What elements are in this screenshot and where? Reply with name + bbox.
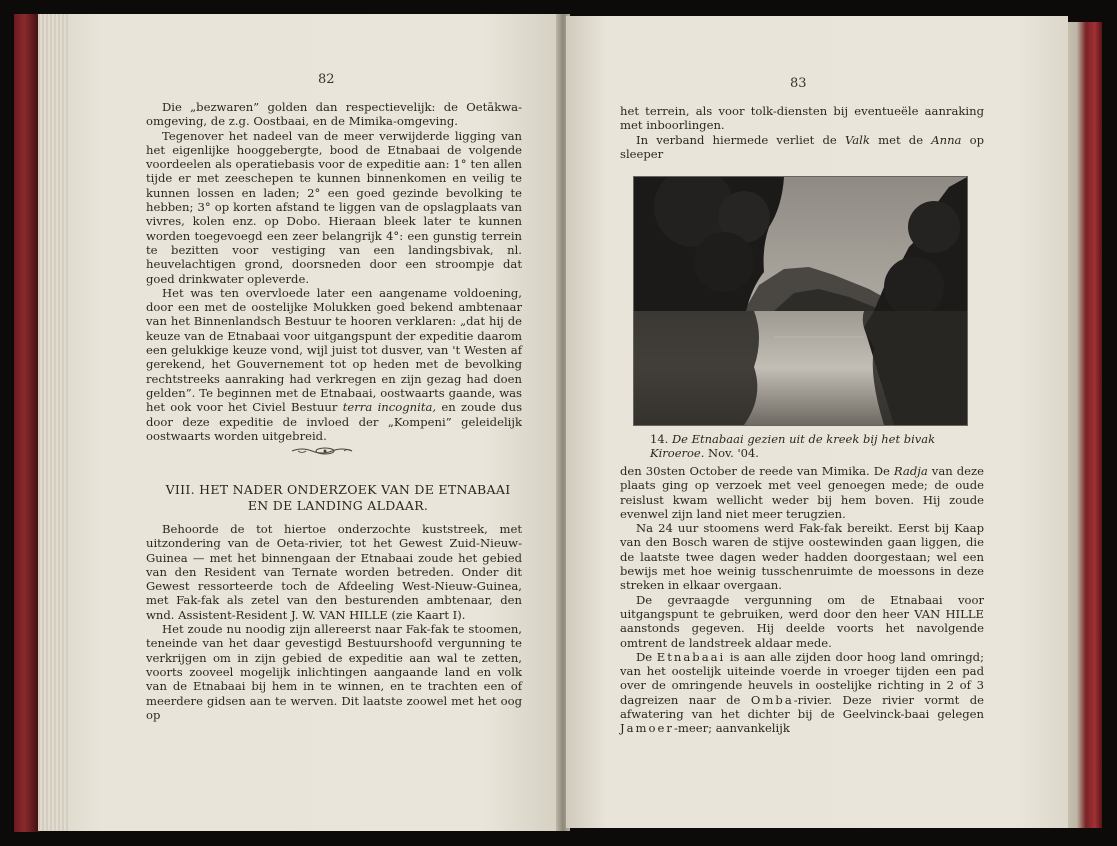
ship-name: Anna	[931, 132, 962, 147]
paragraph: Na 24 uur stoomens werd Fak-fak bereikt. Eerst bij Kaap van den Bosch waren de stijve oostewinden gaan liggen, die de laatste twee dagen weder hadden doorgestaan; wel een bewijs met hoe weinig tusschenruimte de moessons in deze streken in elkaar overgaan.	[620, 521, 984, 593]
book-cover-edge-left	[14, 14, 40, 832]
paragraph: Tegenover het nadeel van de meer verwijderde ligging van het eigenlijke hooggebergte, bood de Etnabaai de volgende voordeelen als operatiebasis voor de expeditie aan: 1° ten allen tijde er met zeeschepen te kunnen binnenkomen en veilig te kunnen lossen en laden; 2° een goed gezinde bevolking te hebben; 3° op korten afstand te liggen van de opslagplaats van vivres, kolen enz. op Dobo. Hieraan bleek later te kunnen worden toegevoegd een zeer belangrijk 4°: een gunstig terrein te bezitten voor vestiging van een landingsbivak, nl. heuvelachtigen grond, doorsneden door een stroompje dat goed drinkwater opleverde.	[146, 128, 522, 286]
paragraph: Behoorde de tot hiertoe onderzochte kuststreek, met uitzondering van de Oeta-rivier, tot het Gewest Zuid-Nieuw-Guinea — met het binnengaan der Etnabaai zoude het gebied van den Resident van Ternate worden betreden. Onder dit Gewest ressorteerde toch de Afdeeling West-Nieuw-Guinea, met Fak-fak als zetel van den besturenden ambtenaar, den wnd. Assistent-Resident J. W. VAN HILLE (zie Kaart I).	[146, 522, 522, 622]
landscape-photo-image	[634, 177, 967, 425]
paragraph: Het zoude nu noodig zijn allereerst naar Fak-fak te stoomen, teneinde van het daar gevestigd Bestuurshoofd vergunning te verkrijgen om in zijn gebied de expeditie aan wal te zetten, voorts zooveel mogelijk inlichtingen aangaande land en volk van de Etnabaai bij hem in te winnen, en te trachten een of meerdere gidsen aan te werven. Dit laatste zoowel met het oog op	[146, 622, 522, 722]
photograph-etnabaai	[633, 176, 968, 426]
person-name: Radja	[893, 464, 928, 478]
italic-term: terra incognita,	[342, 400, 437, 415]
right-body-bottom	[620, 464, 984, 736]
chapter-title-line-2: EN DE LANDING ALDAAR.	[247, 498, 429, 513]
photo-caption	[650, 432, 970, 460]
section-ornament	[290, 446, 360, 456]
paragraph: De gevraagde vergunning om de Etnabaai voor uitgangspunt te gebruiken, werd door den heer VAN HILLE aanstonds gegeven. Hij deelde voorts het navolgende omtrent de landstreek aldaar mede.	[620, 592, 984, 650]
book-cover-edge-right	[1066, 22, 1102, 828]
caption-text: De Etnabaai gezien uit de kreek bij het bivak Kiroeroe.	[650, 432, 936, 460]
paragraph: den 30sten October de reede van Mimika. De Radja van deze plaats ging op verzoek met veel genoegen mede; de oude reislust kwam wellicht weder bij hem boven. Hij zoude evenwel zijn land niet meer terugzien.	[620, 464, 985, 521]
chapter-heading	[148, 482, 528, 514]
paragraph: het terrein, als voor tolk-diensten bij eventueële aanraking met inboorlingen.	[620, 104, 984, 133]
paragraph: Het was ten overvloede later een aangename voldoening, door een met de oostelijke Molukken goed bekend ambtenaar van het Binnenlandsch Bestuur te hooren verklaren: „dat hij de keuze van de Etnabaai voor uitgangspunt der expeditie daarom een gelukkige keuze vond, wijl juist tot dusver, van 't Westen af gerekend, het Gouvernement tot op heden met de bevolking rechtstreeks aanraking had verkregen en zijn gezag had doen gelden”. Te beginnen met de Etnabaai, oostwaarts gaande, was het ook voor het Civiel Bestuur terra incognita, en zoude dus door deze expeditie de invloed der „Kompeni” geleidelijk oostwaarts worden uitgebreid.	[146, 285, 523, 443]
caption-number: 14.	[650, 432, 669, 446]
paragraph: In verband hiermede verliet de Valk met de Anna op sleeper	[620, 132, 985, 161]
right-page-number: 83	[790, 76, 807, 91]
paragraph: Die „bezwaren” golden dan respectievelijk: de Oetākwa-omgeving, de z.g. Oostbaai, en de Mimika-omgeving.	[146, 100, 522, 129]
page-stack-edge	[38, 14, 68, 831]
left-page-number: 82	[318, 72, 335, 87]
right-body-top	[620, 104, 984, 161]
chapter-title-line-1: VIII. HET NADER ONDERZOEK VAN DE ETNABAAI	[165, 482, 511, 497]
left-body-top	[146, 100, 522, 443]
ship-name: Valk	[844, 132, 870, 147]
paragraph: De Etnabaai is aan alle zijden door hoog land omringd; van het oostelijk uiteinde voerde in vroeger tijden een pad over de omringende heuvels in oostelijke richting in 2 of 3 dagreizen naar de Omba-rivier. Deze rivier vormt de afwatering van het dichter bij de Geelvinck-baai gelegen Jamoer-meer; aanvankelijk	[620, 649, 984, 736]
caption-date: Nov. '04.	[708, 446, 759, 460]
left-body-bottom	[146, 522, 522, 722]
